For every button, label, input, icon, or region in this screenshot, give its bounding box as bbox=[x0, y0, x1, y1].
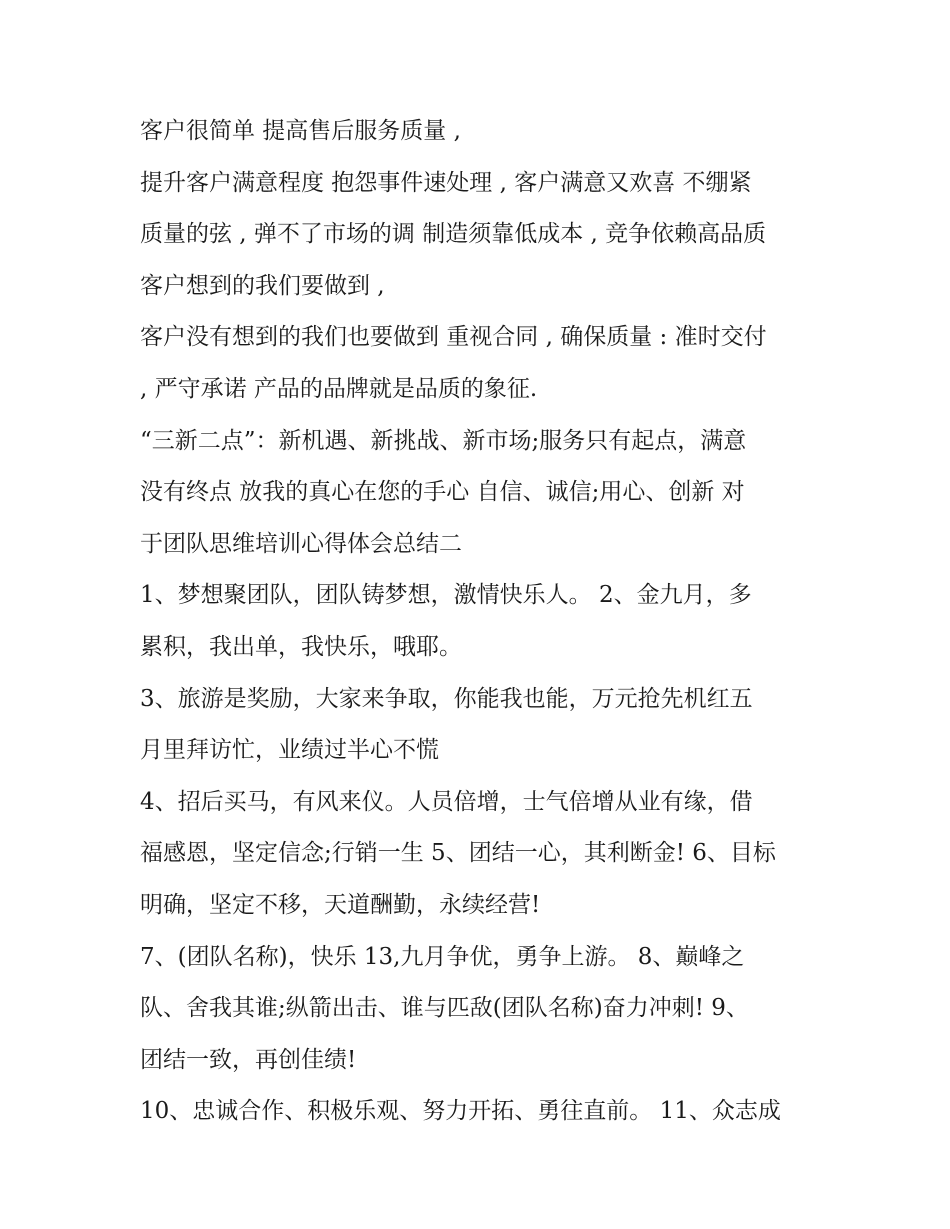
text-line: 于团队思维培训心得体会总结二 bbox=[140, 530, 462, 557]
text-line: 客户很简单 提高售后服务质量 , bbox=[140, 118, 461, 144]
text-line: , 严守承诺 产品的品牌就是品质的象征. bbox=[140, 375, 538, 402]
text-line: 7、(团队名称)，快乐 13,九月争优，勇争上游。 8、巅峰之 bbox=[140, 943, 745, 970]
text-line: 3、旅游是奖励，大家来争取，你能我也能，万元抢先机红五 bbox=[140, 685, 753, 712]
document-body bbox=[140, 106, 840, 1138]
text-line: 客户没有想到的我们也要做到 重视合同 , 确保质量 : 准时交付 bbox=[140, 324, 767, 351]
text-line: 月里拜访忙，业绩过半心不慌 bbox=[140, 737, 439, 764]
text-line: 福感恩，坚定信念;行销一生 5、团结一心，其利断金! 6、目标 bbox=[140, 840, 776, 867]
text-line: 团结一致，再创佳绩! bbox=[140, 1046, 357, 1073]
text-line: 4、招后买马，有风来仪。人员倍增，士气倍增从业有缘，借 bbox=[140, 788, 753, 815]
text-line: “三新二点”：新机遇、新挑战、新市场;服务只有起点，满意 bbox=[140, 427, 747, 454]
text-line: 明确，坚定不移，天道酬勤，永续经营! bbox=[140, 891, 541, 918]
text-line: 10、忠诚合作、积极乐观、努力开拓、勇往直前。 11、众志成 bbox=[140, 1098, 781, 1125]
text-line: 队、舍我其谁;纵箭出击、谁与匹敌(团队名称)奋力冲刺! 9、 bbox=[140, 995, 749, 1022]
text-line: 客户想到的我们要做到 , bbox=[140, 272, 385, 299]
text-line: 质量的弦 , 弹不了市场的调 制造须靠低成本 , 竞争依赖高品质 bbox=[140, 221, 767, 248]
text-line: 1、梦想聚团队，团队铸梦想，激情快乐人。 2、金九月，多 bbox=[140, 582, 752, 609]
text-line: 提升客户满意程度 抱怨事件速处理 , 客户满意又欢喜 不绷紧 bbox=[140, 169, 752, 196]
text-line: 累积，我出单，我快乐，哦耶。 bbox=[140, 633, 462, 660]
text-line: 没有终点 放我的真心在您的手心 自信、诚信;用心、创新 对 bbox=[140, 479, 745, 506]
